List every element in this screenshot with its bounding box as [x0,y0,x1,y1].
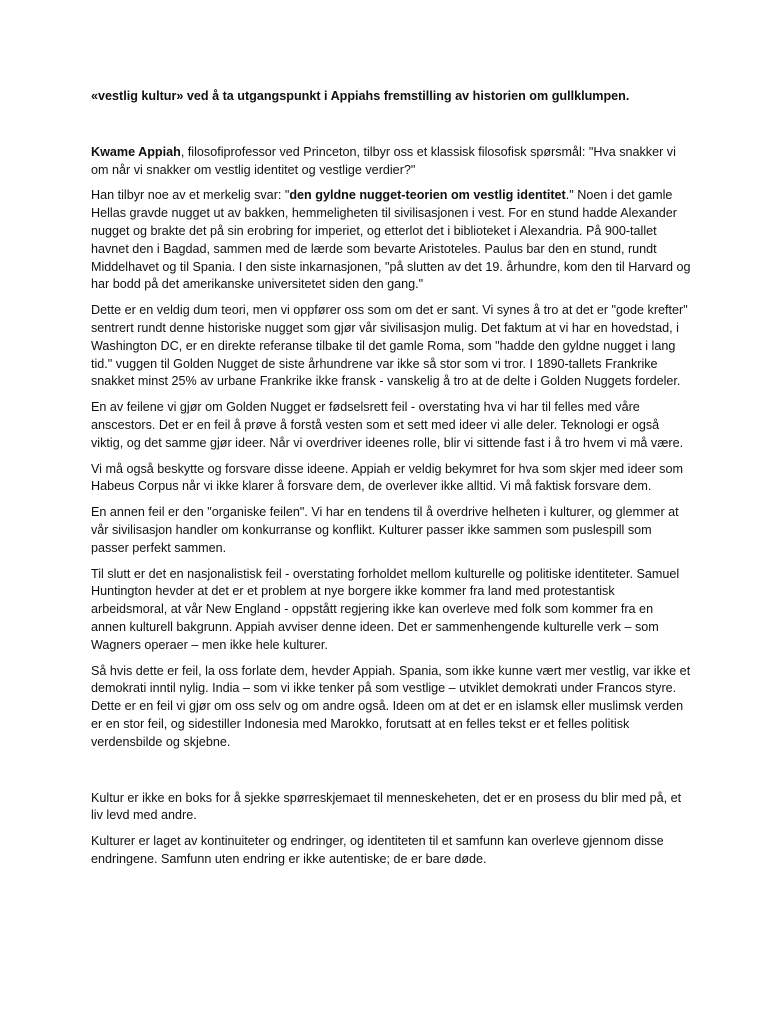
paragraph-5: Vi må også beskytte og forsvare disse ideene. Appiah er veldig bekymret for hva som skjer med ideer som Habeus Corpus når vi ikke klarer å forsvare dem, de overlever ikke alltid. Vi må faktisk forsvare dem. [91,461,683,494]
author-name: Kwame Appiah [91,144,181,159]
paragraph-4: En av feilene vi gjør om Golden Nugget er fødselsrett feil - overstating hva vi har til felles med våre anscestors. Det er en feil å prøve å forstå vesten som et sett med ideer vi alle deler. Teknologi er også viktig, og det samme gjør ideer. Når vi overdriver ideenes rolle, blir vi sittende fast i å tro hvem vi må være. [91,400,684,450]
paragraph-8: Så hvis dette er feil, la oss forlate dem, hevder Appiah. Spania, som ikke kunne vært mer vestlig, var ikke et demokrati inntil nylig. India – som vi ikke tenker på som vestlige – utviklet demokrati under Francos styre. Dette er en feil vi gjør om oss selv og om andre også. Ideen om at det er en islamsk eller muslimsk verden er en stor feil, og sidestiller Indonesia med Marokko, forutsatt at en felles tekst er et felles politisk verdensbilde og skjebne. [91,663,691,749]
paragraph-2-text: ." Noen i det gamle Hellas gravde nugget ut av bakken, hemmeligheten til sivilisasjonen i vest. For en stund hadde Alexander nugget og brakte det på sin erobring for imperiet, og etterlot det i biblioteket i Alexandria. På 900-tallet havnet den i Bagdad, sammen med de lærde som bevarte Aristoteles. Paulus bar den en stund, rundt Middelhavet og til Spania. I den siste inkarnasjonen, "på slutten av det 19. århundre, kom den til Harvard og har bodd på det amerikanske universitetet siden den gang." [91,188,691,292]
paragraph-10: Kulturer er laget av kontinuiteter og endringer, og identiteten til et samfunn kan overleve gjennom disse endringene. Samfunn uten endring er ikke autentiske; de er bare døde. [91,834,664,866]
paragraph-2 [91,187,691,294]
paragraph-7: Til slutt er det en nasjonalistisk feil - overstating forholdet mellom kulturelle og politiske identiteter. Samuel Huntington hevder at det er et problem at nye borgere ikke kommer fra land med protestantisk arbeidsmoral, at vår New England - oppstått regjering ikke kan overleve med folk som kommer fra en annen kulturell bakgrunn. Appiah avviser denne ideen. Det er sammenhengende kulturelle verk – som Wagners operaer – men ikke hele kulturer. [91,566,680,652]
paragraph-6: En annen feil er den "organiske feilen". Vi har en tendens til å overdrive helheten i kulturer, og glemmer at vår sivilisasjon handler om konkurranse og konflikt. Kulturer passer ikke sammen som puslespill som passer perfekt sammen. [91,505,679,555]
paragraph-1 [91,144,691,180]
paragraph-2-lead: Han tilbyr noe av et merkelig svar: " [91,188,290,203]
paragraph-9: Kultur er ikke en boks for å sjekke spørreskjemaet til menneskeheten, det er en prosess du blir med på, et liv levd med andre. [91,790,682,823]
paragraph-1-text: , filosofiprofessor ved Princeton, tilbyr oss et klassisk filosofisk spørsmål: "Hva snakker vi om når vi snakker om vestlig identitet og vestlige verdier?" [91,144,676,177]
paragraph-3: Dette er en veldig dum teori, men vi oppfører oss som om det er sant. Vi synes å tro at det er "gode krefter" sentrert rundt denne historiske nugget som gjør vår sivilisasjon mulig. Det faktum at vi har en hovedstad, i Washington DC, er en direkte referanse tilbake til det gamle Roma, som "hadde den gyldne nugget i lang tid." vuggen til Golden Nugget de siste århundrene var ikke så stor som vi tror. I 1890-tallets Frankrike snakket minst 25% av urbane Frankrike ikke fransk - vanskelig å tro at de delte i Golden Nuggets fordeler. [91,303,688,389]
document-page [91,88,691,877]
page-heading: «vestlig kultur» ved å ta utgangspunkt i Appiahs fremstilling av historien om gullklumpen. [91,89,630,103]
theory-name: den gyldne nugget-teorien om vestlig identitet [289,188,566,203]
